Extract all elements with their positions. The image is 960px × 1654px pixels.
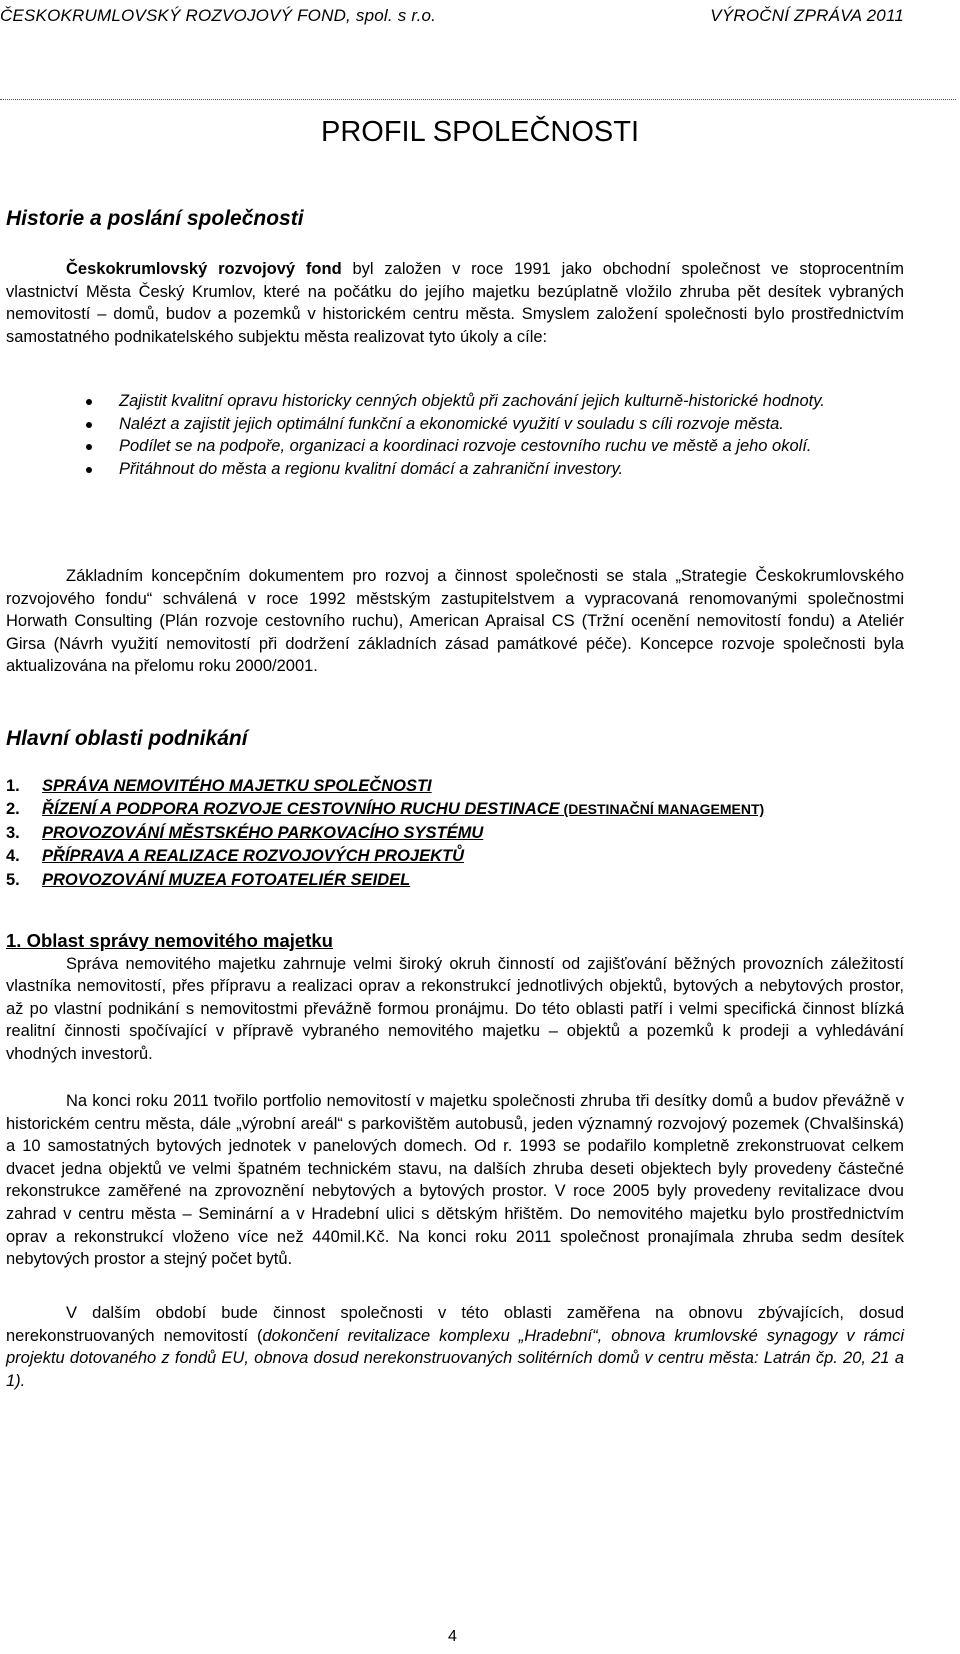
bullet-icon — [86, 399, 92, 405]
item-text: PŘÍPRAVA A REALIZACE ROZVOJOVÝCH PROJEKTŮ — [42, 847, 465, 866]
area1-p3-text: V dalším období bude činnost společnosti v této oblasti zaměřena na obnovu zbývajících, dosud nerekonstruovaných nemovitostí ( — [6, 1304, 904, 1345]
item-text: ŘÍZENÍ A PODPORA ROZVOJE CESTOVNÍHO RUCHU DESTINACE — [42, 800, 560, 819]
item-number: 1. — [6, 777, 20, 795]
list-item — [6, 435, 829, 458]
bullet-icon — [86, 467, 92, 473]
business-areas-list — [6, 775, 946, 892]
area1-p2-text: Na konci roku 2011 tvořilo portfolio nemovitostí v majetku společnosti zhruba tři desítky domů a budov převážně v historickém centru města, dále „výrobní areál“ s parkovištěm autobusů, jeden významný rozvojový pozemek (Chvalšinská) a 10 samostatných bytových jednotek v panelových domech. Od r. 1993 se podařilo kompletně zrekonstruovat celkem dvacet jedna objektů ve velmi špatném technickém stavu, na dalších zhruba deseti objektech byly provedeny částečné rekonstrukce zaměřené na zprovoznění nebytových a bytových prostor. V roce 2005 byly provedeny revitalizace dvou zahrad v centru města – Seminární a v Hradební ulici s dětským hřištěm. Do nemovitého majetku bylo prostřednictvím oprav a rekonstrukcí vloženo více než 440mil.Kč. Na konci roku 2011 společnost pronajímala zhruba sedm desítek nebytových prostor a stejný počet bytů. — [6, 1092, 904, 1269]
header-report-title: VÝROČNÍ ZPRÁVA 2011 — [710, 6, 904, 25]
page-number: 4 — [448, 1628, 457, 1645]
bullet-icon — [86, 422, 92, 428]
page-header — [0, 6, 904, 32]
item-text: PROVOZOVÁNÍ MUZEA FOTOATELIÉR SEIDEL — [42, 870, 411, 889]
business-heading: Hlavní oblasti podnikání — [6, 727, 248, 750]
list-item — [6, 822, 946, 845]
goal-text: Zajistit kvalitní opravu historicky cenných objektů při zachování jejich kulturně-historické hodnoty. — [119, 392, 825, 410]
area1-p1-text: Správa nemovitého majetku zahrnuje velmi široký okruh činností od zajišťování běžných provozních záležitostí vlastníka nemovitostí, přes přípravu a realizaci oprav a rekonstrukcí jednotlivých objektů, bytových a nebytových prostor, až po vlastní podnikání s nemovitostmi převážně formou pronájmu. Do této oblasti patří i velmi specifická činnost blízká realitní činnosti spočívající v přípravě vybraného nemovitého majetku – objektů a pozemků k prodeji a vyhledávání vhodných investorů. — [6, 954, 904, 1063]
goals-list — [6, 390, 904, 480]
list-item — [6, 413, 829, 436]
list-item — [6, 775, 946, 798]
item-text: SPRÁVA NEMOVITÉHO MAJETKU SPOLEČNOSTI — [42, 777, 432, 795]
area1-paragraph-2 — [6, 1090, 904, 1271]
concept-paragraph — [6, 565, 904, 678]
area1-section — [6, 930, 904, 1066]
area1-paragraph-1 — [6, 953, 904, 1066]
history-heading: Historie a poslání společnosti — [6, 207, 304, 230]
concept-text: Základním koncepčním dokumentem pro rozvoj a činnost společnosti se stala „Strategie Českokrumlovského rozvojového fondu“ schválená v roce 1992 městským zastupitelstvem a vypracovaná renomovanými společnostmi Horwath Consulting (Plán rozvoje cestovního ruchu), American Apraisal CS (Tržní ocenění nemovitostí fondu) a Ateliér Girsa (Návrh využití nemovitostí při dodržení základních zásad památkové péče). Koncepce rozvoje společnosti byla aktualizována na přelomu roku 2000/2001. — [6, 567, 904, 676]
area1-paragraph-3 — [6, 1302, 904, 1392]
item-note: (DESTINAČNÍ MANAGEMENT) — [559, 801, 765, 818]
list-item — [6, 869, 946, 892]
history-intro-text: byl založen v roce 1991 jako obchodní společnost ve stoprocentním vlastnictví Města Český Krumlov, které na počátku do jejího majetku bezúplatně vložilo zhruba pět desítek vybraných nemovitostí – domů, budov a pozemků v historickém centru města. Smyslem založení společnosti bylo prostřednictvím samostatného podnikatelského subjektu města realizovat tyto úkoly a cíle: — [6, 260, 904, 346]
header-company-name: ČESKOKRUMLOVSKÝ ROZVOJOVÝ FOND, spol. s r.o. — [0, 6, 437, 25]
item-number: 5. — [6, 870, 20, 889]
list-item — [6, 798, 946, 821]
area1-p3-italic: dokončení revitalizace komplexu „Hradební“, obnova krumlovské synagogy v rámci projektu dotovaného z fondů EU, obnova dosud nerekonstruovaných solitérních domů v centru města: Latrán čp. 20, 21 a 1). — [6, 1326, 905, 1390]
company-name-bold: Českokrumlovský rozvojový fond — [66, 260, 342, 278]
page-title: PROFIL SPOLEČNOSTI — [321, 116, 639, 148]
list-item — [6, 390, 829, 413]
history-intro — [6, 258, 904, 348]
goal-text: Podílet se na podpoře, organizaci a koordinaci rozvoje cestovního ruchu ve městě a jeho okolí. — [119, 437, 812, 456]
item-text: PROVOZOVÁNÍ MĚSTSKÉHO PARKOVACÍHO SYSTÉMU — [42, 823, 484, 842]
goal-text: Přitáhnout do města a regionu kvalitní domácí a zahraniční investory. — [119, 459, 624, 478]
item-number: 4. — [6, 847, 20, 866]
item-number: 3. — [6, 823, 20, 842]
goal-text: Nalézt a zajistit jejich optimální funkční a ekonomické využití v souladu s cíli rozvoje města. — [119, 414, 784, 433]
header-divider — [0, 99, 956, 100]
list-item — [6, 845, 946, 868]
area1-heading: 1. Oblast správy nemovitého majetku — [6, 930, 333, 951]
bullet-icon — [86, 444, 92, 450]
list-item — [6, 458, 829, 481]
item-number: 2. — [6, 800, 20, 819]
